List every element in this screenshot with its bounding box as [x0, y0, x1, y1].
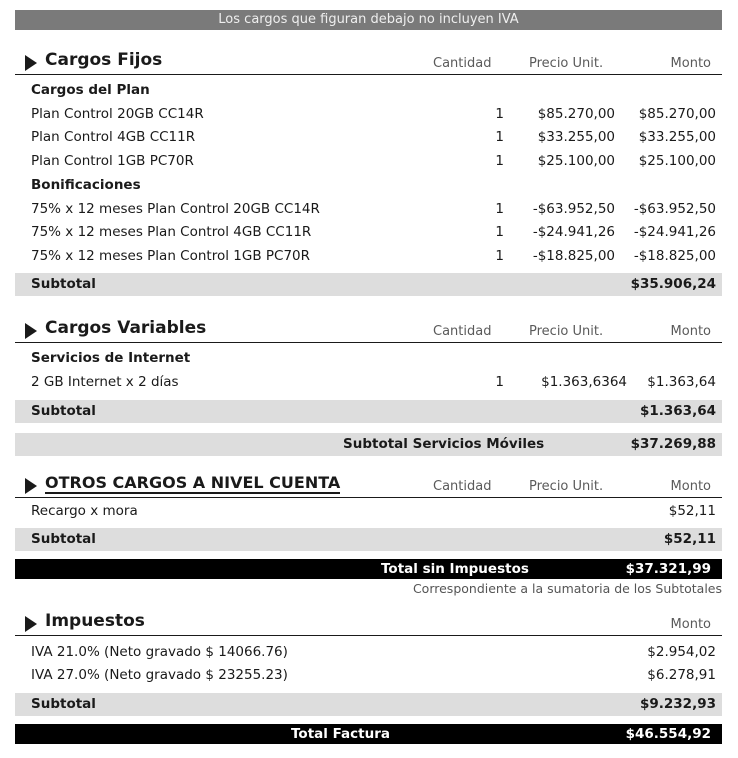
item-amount: -$24.941,26: [633, 224, 716, 240]
subtotal-moviles-amount: $37.269,88: [630, 436, 716, 452]
item-amount: $2.954,02: [647, 644, 716, 660]
item-label: 75% x 12 meses Plan Control 1GB PC70R: [31, 248, 310, 264]
item-label: 2 GB Internet x 2 días: [31, 374, 179, 390]
column-unit-price: Precio Unit.: [529, 324, 604, 339]
total-sin-impuestos-label: Total sin Impuestos: [381, 561, 529, 577]
item-label: IVA 27.0% (Neto gravado $ 23255.23): [31, 667, 288, 683]
triangle-bullet-icon: [25, 55, 37, 71]
column-quantity: Cantidad: [433, 479, 492, 494]
line-item: [15, 500, 722, 523]
item-amount: -$18.825,00: [633, 248, 716, 264]
item-qty: 1: [495, 374, 504, 390]
subtotal-row-variables: [15, 400, 722, 423]
total-factura-row: [15, 724, 722, 744]
line-item: [15, 664, 722, 687]
item-label: IVA 21.0% (Neto gravado $ 14066.76): [31, 644, 288, 660]
group-heading-bonificaciones: [15, 174, 722, 197]
item-qty: 1: [495, 201, 504, 217]
item-price: -$18.825,00: [532, 248, 615, 264]
subtotal-servicios-moviles-row: [15, 433, 722, 456]
group-heading-internet: [15, 347, 722, 370]
column-amount: Monto: [670, 324, 711, 339]
item-label: Plan Control 1GB PC70R: [31, 153, 194, 169]
subtotal-label: Subtotal: [31, 276, 96, 292]
subtotal-row-fijos: [15, 273, 722, 296]
item-amount: $6.278,91: [647, 667, 716, 683]
column-quantity: Cantidad: [433, 56, 492, 71]
item-label: 75% x 12 meses Plan Control 4GB CC11R: [31, 224, 312, 240]
subtotal-label: Subtotal: [31, 403, 96, 419]
triangle-bullet-icon: [25, 323, 37, 339]
column-unit-price: Precio Unit.: [529, 479, 604, 494]
group-label: Bonificaciones: [31, 177, 141, 193]
item-qty: 1: [495, 153, 504, 169]
section-title: Impuestos: [45, 611, 145, 631]
line-item: [15, 221, 722, 244]
item-price: $25.100,00: [537, 153, 615, 169]
item-amount: $25.100,00: [638, 153, 716, 169]
item-amount: $33.255,00: [638, 129, 716, 145]
line-item: [15, 641, 722, 664]
subtotal-amount: $9.232,93: [639, 696, 716, 712]
column-amount: Monto: [670, 617, 711, 632]
item-qty: 1: [495, 129, 504, 145]
item-amount: $85.270,00: [638, 106, 716, 122]
subtotal-row-otros: [15, 528, 722, 551]
subtotal-label: Subtotal: [31, 696, 96, 712]
line-item: [15, 198, 722, 221]
item-label: Plan Control 20GB CC14R: [31, 106, 204, 122]
triangle-bullet-icon: [25, 478, 37, 494]
line-item: [15, 126, 722, 149]
triangle-bullet-icon: [25, 616, 37, 632]
item-qty: 1: [495, 224, 504, 240]
total-factura-label: Total Factura: [291, 726, 390, 742]
column-quantity: Cantidad: [433, 324, 492, 339]
item-label: 75% x 12 meses Plan Control 20GB CC14R: [31, 201, 320, 217]
item-price: $33.255,00: [537, 129, 615, 145]
subtotal-label: Subtotal: [31, 531, 96, 547]
subtotal-amount: $1.363,64: [639, 403, 716, 419]
group-label: Servicios de Internet: [31, 350, 191, 366]
line-item: [15, 103, 722, 126]
total-sin-impuestos-row: [15, 559, 722, 579]
total-factura-amount: $46.554,92: [625, 726, 711, 742]
iva-notice-bar: Los cargos que figuran debajo no incluyen IVA: [15, 10, 722, 30]
section-header-cargos-fijos: [15, 50, 722, 75]
subtotal-moviles-label: Subtotal Servicios Móviles: [343, 436, 545, 452]
line-item: [15, 245, 722, 268]
subtotal-row-impuestos: [15, 693, 722, 716]
item-price: $85.270,00: [537, 106, 615, 122]
section-header-impuestos: [15, 611, 722, 636]
section-header-otros-cargos: [15, 473, 722, 498]
section-title: Cargos Fijos: [45, 50, 163, 70]
subtotal-amount: $35.906,24: [630, 276, 716, 292]
total-sin-impuestos-amount: $37.321,99: [625, 561, 711, 577]
item-amount: $1.363,64: [647, 374, 716, 390]
item-price: -$24.941,26: [532, 224, 615, 240]
item-amount: $52,11: [668, 503, 716, 519]
group-heading-plan: [15, 79, 722, 102]
item-qty: 1: [495, 106, 504, 122]
item-price: -$63.952,50: [532, 201, 615, 217]
line-item: [15, 371, 722, 394]
section-title: OTROS CARGOS A NIVEL CUENTA: [45, 473, 341, 492]
column-amount: Monto: [670, 479, 711, 494]
section-title: Cargos Variables: [45, 318, 207, 338]
item-price: $1.363,6364: [541, 374, 627, 390]
subtotals-note: Correspondiente a la sumatoria de los Subtotales: [412, 581, 722, 596]
item-label: Plan Control 4GB CC11R: [31, 129, 196, 145]
item-qty: 1: [495, 248, 504, 264]
item-label: Recargo x mora: [31, 503, 138, 519]
line-item: [15, 150, 722, 173]
subtotal-amount: $52,11: [663, 531, 716, 547]
section-header-cargos-variables: [15, 318, 722, 343]
column-amount: Monto: [670, 56, 711, 71]
column-unit-price: Precio Unit.: [529, 56, 604, 71]
item-amount: -$63.952,50: [633, 201, 716, 217]
group-label: Cargos del Plan: [31, 82, 150, 98]
